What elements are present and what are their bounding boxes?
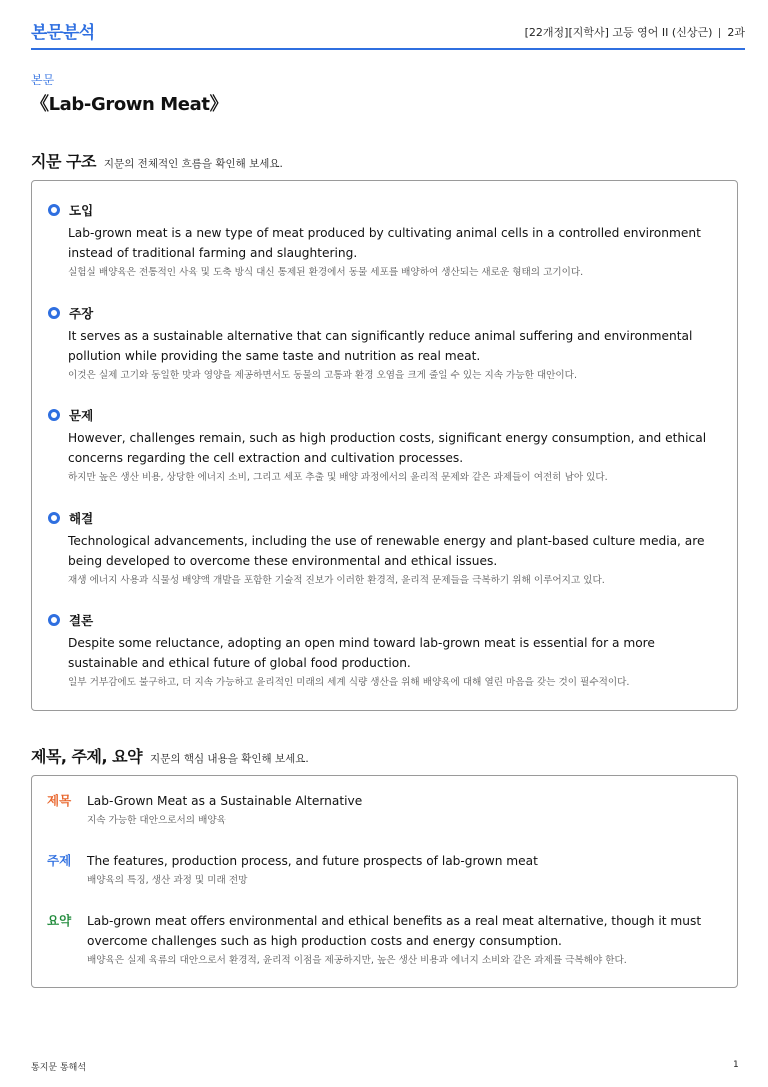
breadcrumb: [525, 20, 745, 46]
structure-item: [48, 406, 723, 485]
document-title: 《Lab-Grown Meat》: [31, 94, 228, 115]
circle-bullet-icon: [48, 204, 60, 216]
topic-tag: 주제: [47, 853, 72, 868]
structure-item-label: 도입: [69, 203, 94, 218]
structure-box: [31, 180, 738, 711]
summary-row: [47, 911, 723, 968]
topic-english: The features, production process, and future prospects of lab-grown meat: [87, 854, 538, 868]
structure-heading-row: [31, 149, 283, 172]
page-title: 본문분석: [31, 23, 95, 43]
structure-item: [48, 509, 723, 588]
circle-bullet-icon: [48, 307, 60, 319]
page-header: [31, 20, 745, 50]
circle-bullet-icon: [48, 512, 60, 524]
summary-heading-row: [31, 744, 309, 767]
title-english: Lab-Grown Meat as a Sustainable Alternative: [87, 794, 363, 808]
section-label: 본문: [31, 73, 55, 87]
structure-item-english: Despite some reluctance, adopting an open mind toward lab-grown meat is essential for a more sustainable and ethical future of global food production.: [68, 636, 655, 670]
page-number: 1: [733, 1060, 739, 1070]
summary-box: [31, 775, 738, 988]
structure-item-korean: 이것은 실제 고기와 동일한 맛과 영양을 제공하면서도 동물의 고통과 환경 오염을 크게 줄일 수 있는 지속 가능한 대안이다.: [68, 370, 578, 381]
topic-korean: 배양육의 특징, 생산 과정 및 미래 전망: [87, 875, 248, 886]
structure-item-english: Technological advancements, including the use of renewable energy and plant-based culture media, are being developed to overcome these environmental and ethical issues.: [68, 534, 705, 568]
summary-subheading: 지문의 핵심 내용을 확인해 보세요.: [150, 753, 309, 765]
structure-item-korean: 재생 에너지 사용과 식물성 배양액 개발을 포함한 기술적 진보가 이러한 환경적, 윤리적 문제들을 극복하기 위해 이루어지고 있다.: [68, 575, 605, 586]
structure-item: [48, 304, 723, 383]
circle-bullet-icon: [48, 614, 60, 626]
structure-item: [48, 201, 723, 280]
structure-item-korean: 하지만 높은 생산 비용, 상당한 에너지 소비, 그리고 세포 추출 및 배양 과정에서의 윤리적 문제와 같은 과제들이 여전히 남아 있다.: [68, 472, 608, 483]
topic-row: [47, 851, 723, 888]
course-label: [22개정][지학사] 고등 영어 II (신상근): [524, 26, 713, 39]
structure-item-label: 해결: [69, 511, 94, 526]
summary-tag: 요약: [47, 913, 72, 928]
title-row: [47, 791, 723, 828]
divider: [719, 28, 720, 38]
summary-heading: 제목, 주제, 요약: [31, 747, 143, 766]
structure-item-label: 결론: [69, 613, 94, 628]
lesson-label: 2과: [727, 26, 745, 39]
title-tag: 제목: [47, 793, 72, 808]
structure-item-korean: 일부 거부감에도 불구하고, 더 지속 가능하고 윤리적인 미래의 세계 식량 생산을 위해 배양육에 대해 열린 마음을 갖는 것이 필수적이다.: [68, 677, 630, 688]
structure-item-label: 문제: [69, 408, 94, 423]
title-korean: 지속 가능한 대안으로서의 배양육: [87, 815, 226, 826]
summary-korean: 배양육은 실제 육류의 대안으로서 환경적, 윤리적 이점을 제공하지만, 높은 생산 비용과 에너지 소비와 같은 과제를 극복해야 한다.: [87, 955, 627, 966]
structure-item-english: However, challenges remain, such as high production costs, significant energy consumption, and ethical concerns regarding the cell extraction and cultivation processes.: [68, 431, 707, 465]
structure-item-korean: 실험실 배양육은 전통적인 사육 및 도축 방식 대신 통제된 환경에서 동물 세포를 배양하여 생산되는 새로운 형태의 고기이다.: [68, 267, 584, 278]
circle-bullet-icon: [48, 409, 60, 421]
structure-item: [48, 611, 723, 690]
summary-english: Lab-grown meat offers environmental and ethical benefits as a real meat alternative, though it must overcome challenges such as high production costs and energy consumption.: [87, 914, 702, 948]
structure-subheading: 지문의 전체적인 흐름을 확인해 보세요.: [103, 158, 283, 170]
structure-item-english: It serves as a sustainable alternative that can significantly reduce animal suffering and environmental pollution while providing the same taste and nutrition as real meat.: [68, 329, 693, 363]
structure-heading: 지문 구조: [31, 152, 96, 171]
footer-label: 통지문 통해석: [31, 1063, 87, 1073]
structure-item-label: 주장: [69, 306, 94, 321]
structure-item-english: Lab-grown meat is a new type of meat produced by cultivating animal cells in a controlled environment instead of traditional farming and slaughtering.: [68, 226, 701, 260]
